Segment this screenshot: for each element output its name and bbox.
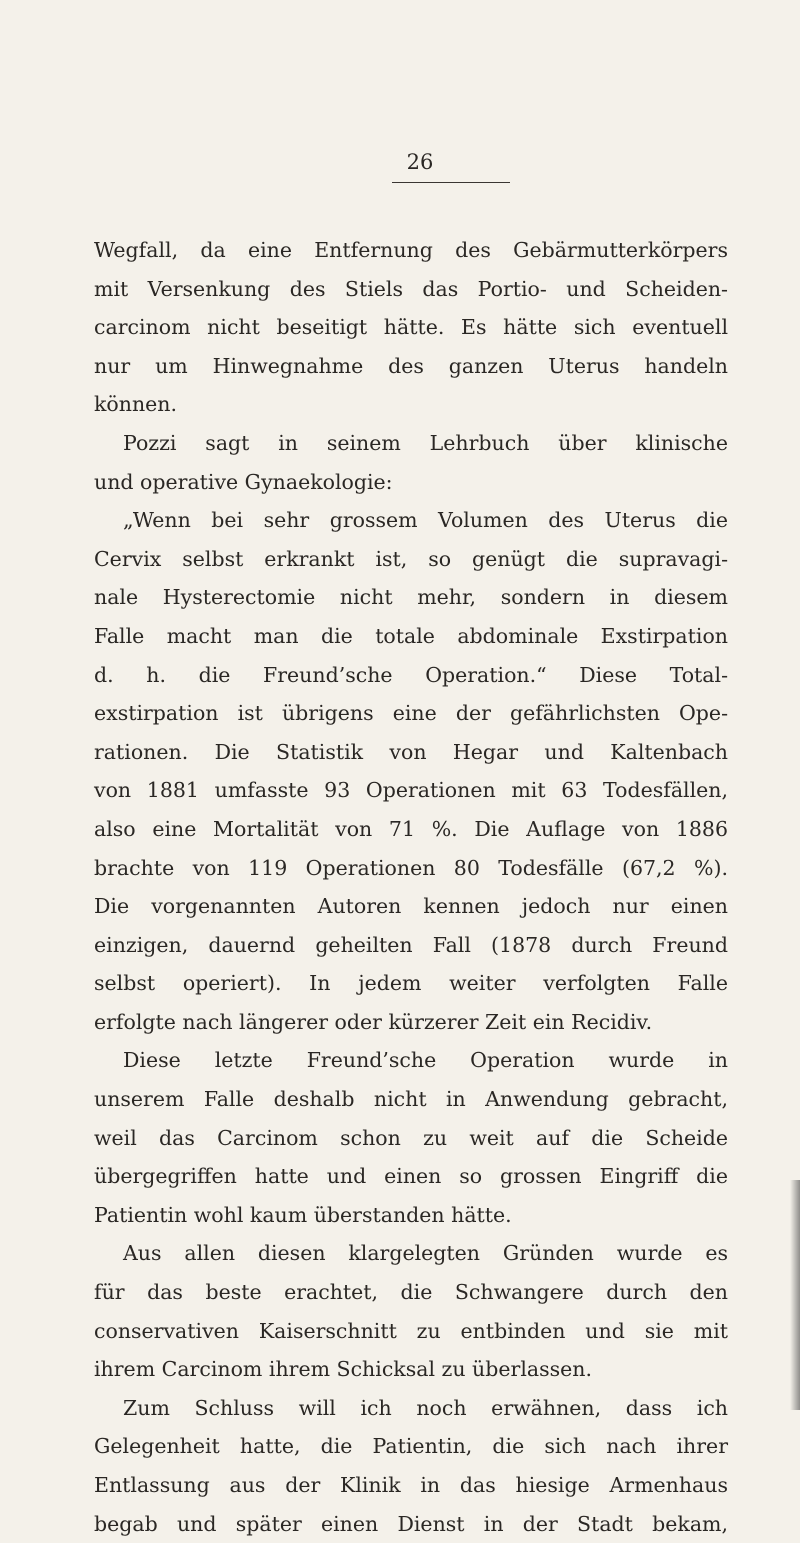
text-line: conservativen Kaiserschnitt zu entbinden und sie mit — [94, 1318, 728, 1343]
text-line: erfolgte nach längerer oder kürzerer Zeit ein Recidiv. — [94, 1009, 653, 1034]
text-line: brachte von 119 Operationen 80 Todesfälle (67,2 %). — [94, 855, 728, 880]
text-line: ihrem Carcinom ihrem Schicksal zu überlassen. — [94, 1357, 592, 1382]
text-line: übergegriffen hatte und einen so grossen Eingriff die — [94, 1164, 728, 1189]
text-line: nale Hysterectomie nicht mehr, sondern in diesem — [94, 585, 728, 610]
text-line: Diese letzte Freund’sche Operation wurde in — [123, 1048, 728, 1073]
text-line: Die vorgenannten Autoren kennen jedoch nur einen — [94, 894, 728, 919]
text-body — [94, 231, 728, 1543]
text-line: carcinom nicht beseitigt hätte. Es hätte sich eventuell — [94, 315, 728, 340]
text-line: exstirpation ist übrigens eine der gefährlichsten Ope- — [94, 701, 728, 726]
text-line: unserem Falle deshalb nicht in Anwendung gebracht, — [94, 1087, 728, 1112]
text-line: Cervix selbst erkrankt ist, so genügt die supravagi- — [94, 546, 728, 571]
text-line: Falle macht man die totale abdominale Exstirpation — [94, 623, 728, 648]
text-line: Gelegenheit hatte, die Patientin, die sich nach ihrer — [94, 1434, 728, 1459]
text-line: einzigen, dauernd geheilten Fall (1878 durch Freund — [94, 932, 728, 957]
text-line: Aus allen diesen klargelegten Gründen wurde es — [123, 1241, 728, 1266]
text-line: können. — [94, 392, 178, 417]
page-number: 26 — [406, 150, 434, 174]
text-line: selbst operiert). In jedem weiter verfolgten Falle — [94, 971, 728, 996]
text-line: von 1881 umfasste 93 Operationen mit 63 Todesfällen, — [94, 778, 728, 803]
text-line: rationen. Die Statistik von Hegar und Kaltenbach — [94, 739, 728, 764]
text-line: Pozzi sagt in seinem Lehrbuch über klinische — [123, 430, 728, 455]
text-line: also eine Mortalität von 71 %. Die Auflage von 1886 — [94, 816, 728, 841]
text-line: „Wenn bei sehr grossem Volumen des Uterus die — [123, 508, 728, 533]
text-line: Wegfall, da eine Entfernung des Gebärmutterkörpers — [94, 238, 728, 262]
text-line: weil das Carcinom schon zu weit auf die Scheide — [94, 1125, 728, 1150]
text-line: und operative Gynaekologie: — [94, 469, 393, 494]
scan-edge-shadow — [790, 1180, 800, 1410]
page-number-rule — [392, 182, 510, 183]
text-line: d. h. die Freund’sche Operation.“ Diese Total- — [94, 662, 728, 687]
text-line: für das beste erachtet, die Schwangere durch den — [94, 1280, 728, 1305]
text-line: begab und später einen Dienst in der Stadt bekam, — [94, 1511, 728, 1536]
text-line: Zum Schluss will ich noch erwähnen, dass ich — [123, 1395, 728, 1420]
text-line: nur um Hinwegnahme des ganzen Uterus handeln — [94, 353, 728, 378]
text-line: Patientin wohl kaum überstanden hätte. — [94, 1202, 512, 1227]
text-line: mit Versenkung des Stiels das Portio- und Scheiden- — [94, 276, 728, 301]
text-line: Entlassung aus der Klinik in das hiesige Armenhaus — [94, 1473, 728, 1497]
